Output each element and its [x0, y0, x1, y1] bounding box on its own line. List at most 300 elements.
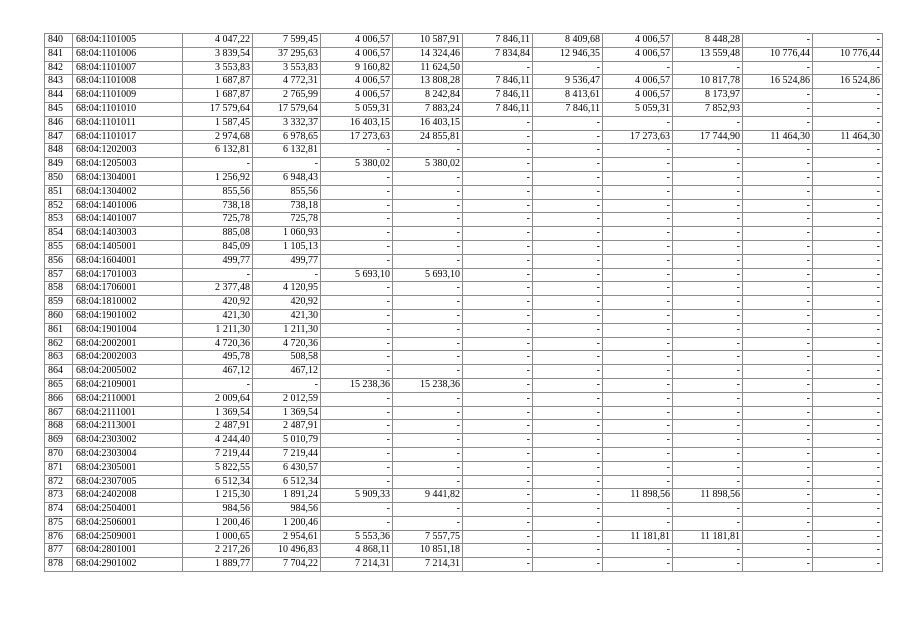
value-cell-1: 855,56: [183, 185, 253, 199]
value-cell-2: 1 105,13: [253, 240, 321, 254]
value-cell-2: 17 579,64: [253, 102, 321, 116]
row-number-cell: 855: [45, 240, 73, 254]
row-number-cell: 875: [45, 516, 73, 530]
value-cell-5: -: [463, 420, 533, 434]
value-cell-5: -: [463, 158, 533, 172]
row-number-cell: 850: [45, 171, 73, 185]
cadastral-number-cell: 68:04:2801001: [73, 544, 183, 558]
value-cell-5: -: [463, 378, 533, 392]
value-cell-1: 845,09: [183, 240, 253, 254]
value-cell-2: 4 772,31: [253, 75, 321, 89]
value-cell-4: 9 441,82: [393, 489, 463, 503]
cadastral-number-cell: 68:04:1304002: [73, 185, 183, 199]
value-cell-10: -: [813, 530, 883, 544]
value-cell-8: -: [673, 254, 743, 268]
value-cell-4: -: [393, 503, 463, 517]
value-cell-10: -: [813, 434, 883, 448]
value-cell-9: -: [743, 447, 813, 461]
value-cell-10: -: [813, 489, 883, 503]
value-cell-4: -: [393, 254, 463, 268]
value-cell-10: -: [813, 89, 883, 103]
value-cell-10: 10 776,44: [813, 47, 883, 61]
value-cell-5: -: [463, 337, 533, 351]
value-cell-9: -: [743, 213, 813, 227]
value-cell-4: -: [393, 447, 463, 461]
value-cell-1: 4 244,40: [183, 434, 253, 448]
row-number-cell: 842: [45, 61, 73, 75]
value-cell-3: -: [321, 420, 393, 434]
table-row: [45, 503, 883, 517]
table-row: [45, 158, 883, 172]
row-number-cell: 844: [45, 89, 73, 103]
value-cell-1: 17 579,64: [183, 102, 253, 116]
value-cell-9: -: [743, 309, 813, 323]
value-cell-2: 6 512,34: [253, 475, 321, 489]
row-number-cell: 877: [45, 544, 73, 558]
value-cell-3: 4 006,57: [321, 47, 393, 61]
value-cell-9: -: [743, 268, 813, 282]
value-cell-8: 7 852,93: [673, 102, 743, 116]
value-cell-10: -: [813, 351, 883, 365]
value-cell-6: -: [533, 558, 603, 572]
value-cell-7: -: [603, 254, 673, 268]
value-cell-6: -: [533, 365, 603, 379]
table-row: [45, 47, 883, 61]
value-cell-6: -: [533, 337, 603, 351]
value-cell-5: -: [463, 213, 533, 227]
value-cell-8: -: [673, 213, 743, 227]
value-cell-10: -: [813, 323, 883, 337]
value-cell-7: -: [603, 475, 673, 489]
cadastral-number-cell: 68:04:1101009: [73, 89, 183, 103]
value-cell-2: 7 219,44: [253, 447, 321, 461]
table-row: [45, 34, 883, 48]
table-row: [45, 227, 883, 241]
value-cell-5: 7 846,11: [463, 102, 533, 116]
row-number-cell: 859: [45, 296, 73, 310]
value-cell-10: 11 464,30: [813, 130, 883, 144]
value-cell-2: 855,56: [253, 185, 321, 199]
table-row: [45, 171, 883, 185]
value-cell-10: -: [813, 240, 883, 254]
value-cell-5: 7 846,11: [463, 75, 533, 89]
table-row: [45, 406, 883, 420]
value-cell-9: -: [743, 406, 813, 420]
value-cell-5: -: [463, 61, 533, 75]
value-cell-6: -: [533, 434, 603, 448]
cadastral-number-cell: 68:04:1205003: [73, 158, 183, 172]
value-cell-1: 1 000,65: [183, 530, 253, 544]
value-cell-8: -: [673, 337, 743, 351]
cadastral-number-cell: 68:04:1101008: [73, 75, 183, 89]
row-number-cell: 858: [45, 282, 73, 296]
value-cell-9: -: [743, 296, 813, 310]
value-cell-3: -: [321, 516, 393, 530]
value-cell-6: -: [533, 323, 603, 337]
value-cell-6: -: [533, 447, 603, 461]
row-number-cell: 872: [45, 475, 73, 489]
row-number-cell: 867: [45, 406, 73, 420]
row-number-cell: 869: [45, 434, 73, 448]
value-cell-8: -: [673, 434, 743, 448]
row-number-cell: 868: [45, 420, 73, 434]
value-cell-3: -: [321, 199, 393, 213]
value-cell-4: -: [393, 365, 463, 379]
value-cell-2: 3 332,37: [253, 116, 321, 130]
cadastral-number-cell: 68:04:1604001: [73, 254, 183, 268]
value-cell-7: -: [603, 144, 673, 158]
value-cell-1: 467,12: [183, 365, 253, 379]
cadastral-number-cell: 68:04:1101010: [73, 102, 183, 116]
value-cell-8: -: [673, 282, 743, 296]
table-row: [45, 544, 883, 558]
value-cell-4: -: [393, 309, 463, 323]
value-cell-7: 11 181,81: [603, 530, 673, 544]
value-cell-10: -: [813, 503, 883, 517]
table-row: [45, 420, 883, 434]
value-cell-8: -: [673, 544, 743, 558]
value-cell-5: -: [463, 144, 533, 158]
value-cell-4: -: [393, 392, 463, 406]
value-cell-4: -: [393, 199, 463, 213]
value-cell-9: -: [743, 102, 813, 116]
table-row: [45, 365, 883, 379]
table-row: [45, 75, 883, 89]
table-row: [45, 185, 883, 199]
value-cell-7: -: [603, 213, 673, 227]
value-cell-1: 1 687,87: [183, 89, 253, 103]
value-cell-7: -: [603, 199, 673, 213]
value-cell-10: -: [813, 227, 883, 241]
value-cell-6: -: [533, 489, 603, 503]
value-cell-7: -: [603, 378, 673, 392]
value-cell-4: -: [393, 337, 463, 351]
cadastral-number-cell: 68:04:1901002: [73, 309, 183, 323]
value-cell-2: 3 553,83: [253, 61, 321, 75]
value-cell-9: -: [743, 254, 813, 268]
value-cell-6: -: [533, 475, 603, 489]
table-row: [45, 268, 883, 282]
value-cell-8: 8 448,28: [673, 34, 743, 48]
table-row: [45, 351, 883, 365]
row-number-cell: 870: [45, 447, 73, 461]
value-cell-9: -: [743, 144, 813, 158]
table-row: [45, 240, 883, 254]
value-cell-6: -: [533, 130, 603, 144]
value-cell-5: -: [463, 530, 533, 544]
value-cell-1: 2 009,64: [183, 392, 253, 406]
table-row: [45, 447, 883, 461]
table-row: [45, 378, 883, 392]
value-cell-10: -: [813, 185, 883, 199]
value-cell-7: -: [603, 558, 673, 572]
value-cell-6: -: [533, 240, 603, 254]
row-number-cell: 876: [45, 530, 73, 544]
value-cell-3: 17 273,63: [321, 130, 393, 144]
cadastral-number-cell: 68:04:1401006: [73, 199, 183, 213]
value-cell-6: -: [533, 503, 603, 517]
value-cell-3: -: [321, 309, 393, 323]
value-cell-4: -: [393, 171, 463, 185]
value-cell-7: -: [603, 171, 673, 185]
value-cell-6: -: [533, 392, 603, 406]
value-cell-5: -: [463, 351, 533, 365]
value-cell-1: 421,30: [183, 309, 253, 323]
value-cell-10: -: [813, 365, 883, 379]
value-cell-2: 6 430,57: [253, 461, 321, 475]
cadastral-number-cell: 68:04:2113001: [73, 420, 183, 434]
value-cell-8: -: [673, 516, 743, 530]
value-cell-6: -: [533, 254, 603, 268]
value-cell-10: -: [813, 144, 883, 158]
value-cell-1: 420,92: [183, 296, 253, 310]
value-cell-3: 4 868,11: [321, 544, 393, 558]
value-cell-10: -: [813, 102, 883, 116]
value-cell-10: -: [813, 213, 883, 227]
value-cell-8: -: [673, 503, 743, 517]
value-cell-8: 11 181,81: [673, 530, 743, 544]
value-cell-3: -: [321, 323, 393, 337]
value-cell-8: -: [673, 185, 743, 199]
value-cell-4: -: [393, 240, 463, 254]
value-cell-8: -: [673, 158, 743, 172]
table-row: [45, 489, 883, 503]
value-cell-9: 11 464,30: [743, 130, 813, 144]
value-cell-10: -: [813, 199, 883, 213]
value-cell-4: -: [393, 144, 463, 158]
value-cell-2: 6 132,81: [253, 144, 321, 158]
value-cell-6: -: [533, 296, 603, 310]
value-cell-9: -: [743, 351, 813, 365]
value-cell-9: -: [743, 199, 813, 213]
value-cell-2: 1 369,54: [253, 406, 321, 420]
value-cell-9: -: [743, 89, 813, 103]
value-cell-7: -: [603, 116, 673, 130]
value-cell-8: -: [673, 171, 743, 185]
value-cell-6: -: [533, 406, 603, 420]
value-cell-5: -: [463, 296, 533, 310]
value-cell-7: -: [603, 240, 673, 254]
value-cell-10: -: [813, 296, 883, 310]
value-cell-8: -: [673, 144, 743, 158]
value-cell-9: -: [743, 475, 813, 489]
value-cell-5: -: [463, 323, 533, 337]
cadastral-number-cell: 68:04:1101007: [73, 61, 183, 75]
value-cell-6: -: [533, 420, 603, 434]
value-cell-2: 7 599,45: [253, 34, 321, 48]
value-cell-6: -: [533, 185, 603, 199]
row-number-cell: 854: [45, 227, 73, 241]
value-cell-8: -: [673, 227, 743, 241]
value-cell-3: -: [321, 503, 393, 517]
value-cell-2: 738,18: [253, 199, 321, 213]
table-row: [45, 558, 883, 572]
value-cell-5: -: [463, 406, 533, 420]
cadastral-number-cell: 68:04:2005002: [73, 365, 183, 379]
value-cell-4: 8 242,84: [393, 89, 463, 103]
table-row: [45, 323, 883, 337]
value-cell-5: -: [463, 254, 533, 268]
value-cell-1: -: [183, 378, 253, 392]
value-cell-2: 2 765,99: [253, 89, 321, 103]
value-cell-3: -: [321, 351, 393, 365]
value-cell-5: -: [463, 544, 533, 558]
value-cell-8: -: [673, 240, 743, 254]
value-cell-5: 7 834,84: [463, 47, 533, 61]
value-cell-2: 1 060,93: [253, 227, 321, 241]
value-cell-2: 4 120,95: [253, 282, 321, 296]
table-row: [45, 116, 883, 130]
value-cell-1: 1 200,46: [183, 516, 253, 530]
value-cell-7: -: [603, 268, 673, 282]
value-cell-6: -: [533, 213, 603, 227]
value-cell-8: -: [673, 365, 743, 379]
value-cell-6: -: [533, 461, 603, 475]
table-row: [45, 461, 883, 475]
table-row: [45, 144, 883, 158]
value-cell-9: -: [743, 378, 813, 392]
value-cell-8: 11 898,56: [673, 489, 743, 503]
value-cell-10: -: [813, 392, 883, 406]
value-cell-1: -: [183, 158, 253, 172]
value-cell-5: -: [463, 116, 533, 130]
value-cell-1: 725,78: [183, 213, 253, 227]
value-cell-8: -: [673, 447, 743, 461]
value-cell-4: 5 380,02: [393, 158, 463, 172]
value-cell-5: -: [463, 227, 533, 241]
cadastral-number-cell: 68:04:2111001: [73, 406, 183, 420]
value-cell-5: -: [463, 503, 533, 517]
cadastral-number-cell: 68:04:1701003: [73, 268, 183, 282]
value-cell-6: -: [533, 61, 603, 75]
value-cell-1: 4 047,22: [183, 34, 253, 48]
value-cell-8: -: [673, 392, 743, 406]
value-cell-2: -: [253, 378, 321, 392]
value-cell-9: -: [743, 530, 813, 544]
value-cell-8: -: [673, 323, 743, 337]
value-cell-10: -: [813, 378, 883, 392]
value-cell-4: -: [393, 213, 463, 227]
value-cell-3: -: [321, 185, 393, 199]
value-cell-9: -: [743, 461, 813, 475]
value-cell-3: -: [321, 254, 393, 268]
value-cell-9: -: [743, 158, 813, 172]
value-cell-6: -: [533, 158, 603, 172]
value-cell-9: -: [743, 558, 813, 572]
row-number-cell: 851: [45, 185, 73, 199]
value-cell-1: 2 377,48: [183, 282, 253, 296]
value-cell-3: -: [321, 365, 393, 379]
value-cell-5: -: [463, 516, 533, 530]
row-number-cell: 852: [45, 199, 73, 213]
value-cell-3: 4 006,57: [321, 75, 393, 89]
cadastral-number-cell: 68:04:2305001: [73, 461, 183, 475]
value-cell-7: 4 006,57: [603, 75, 673, 89]
value-cell-1: 984,56: [183, 503, 253, 517]
value-cell-4: 15 238,36: [393, 378, 463, 392]
value-cell-9: -: [743, 434, 813, 448]
value-cell-3: -: [321, 447, 393, 461]
table-row: [45, 213, 883, 227]
value-cell-6: -: [533, 530, 603, 544]
cadastral-number-cell: 68:04:1401007: [73, 213, 183, 227]
value-cell-9: 10 776,44: [743, 47, 813, 61]
value-cell-2: -: [253, 268, 321, 282]
value-cell-7: -: [603, 365, 673, 379]
value-cell-3: -: [321, 144, 393, 158]
value-cell-2: 2 012,59: [253, 392, 321, 406]
value-cell-9: -: [743, 185, 813, 199]
table-row: [45, 434, 883, 448]
value-cell-2: 6 978,65: [253, 130, 321, 144]
value-cell-8: -: [673, 351, 743, 365]
value-cell-4: 5 693,10: [393, 268, 463, 282]
value-cell-8: -: [673, 558, 743, 572]
cadastral-number-cell: 68:04:1810002: [73, 296, 183, 310]
value-cell-6: -: [533, 116, 603, 130]
value-cell-6: -: [533, 227, 603, 241]
value-cell-4: 7 883,24: [393, 102, 463, 116]
value-cell-3: -: [321, 337, 393, 351]
table-row: [45, 475, 883, 489]
value-cell-7: 4 006,57: [603, 47, 673, 61]
value-cell-10: -: [813, 116, 883, 130]
value-cell-3: 5 059,31: [321, 102, 393, 116]
value-cell-10: -: [813, 34, 883, 48]
value-cell-5: -: [463, 171, 533, 185]
row-number-cell: 845: [45, 102, 73, 116]
value-cell-2: 4 720,36: [253, 337, 321, 351]
value-cell-3: -: [321, 227, 393, 241]
value-cell-4: -: [393, 516, 463, 530]
value-cell-4: -: [393, 351, 463, 365]
value-cell-2: 1 200,46: [253, 516, 321, 530]
value-cell-9: -: [743, 489, 813, 503]
value-cell-1: 2 974,68: [183, 130, 253, 144]
value-cell-3: 4 006,57: [321, 89, 393, 103]
value-cell-5: -: [463, 130, 533, 144]
value-cell-4: -: [393, 406, 463, 420]
value-cell-7: -: [603, 461, 673, 475]
value-cell-4: 7 557,75: [393, 530, 463, 544]
value-cell-5: -: [463, 475, 533, 489]
value-cell-8: -: [673, 378, 743, 392]
value-cell-4: 10 851,18: [393, 544, 463, 558]
value-cell-1: 885,08: [183, 227, 253, 241]
cadastral-number-cell: 68:04:2109001: [73, 378, 183, 392]
cadastral-number-cell: 68:04:2307005: [73, 475, 183, 489]
value-cell-9: -: [743, 171, 813, 185]
table-row: [45, 61, 883, 75]
value-cell-7: -: [603, 406, 673, 420]
cadastral-number-cell: 68:04:2303002: [73, 434, 183, 448]
value-cell-10: -: [813, 282, 883, 296]
cadastral-number-cell: 68:04:1101017: [73, 130, 183, 144]
value-cell-10: 16 524,86: [813, 75, 883, 89]
value-cell-1: 3 839,54: [183, 47, 253, 61]
value-cell-3: 5 909,33: [321, 489, 393, 503]
table-row: [45, 130, 883, 144]
value-cell-1: 1 687,87: [183, 75, 253, 89]
value-cell-4: -: [393, 475, 463, 489]
value-cell-1: 495,78: [183, 351, 253, 365]
cadastral-number-cell: 68:04:2303004: [73, 447, 183, 461]
value-cell-1: 1 369,54: [183, 406, 253, 420]
value-cell-1: 1 256,92: [183, 171, 253, 185]
value-cell-9: 16 524,86: [743, 75, 813, 89]
value-cell-9: -: [743, 116, 813, 130]
value-cell-7: -: [603, 185, 673, 199]
